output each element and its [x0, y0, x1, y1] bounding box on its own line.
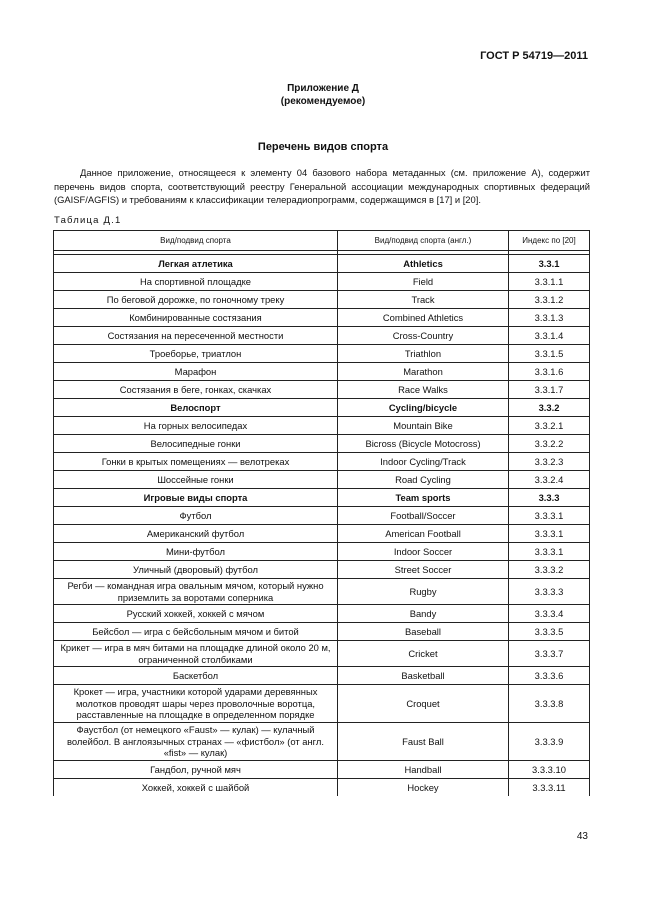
index-cell: 3.3.3.1 — [509, 525, 590, 543]
sport-ru-cell: По беговой дорожке, по гоночному треку — [54, 291, 338, 309]
sport-ru-cell: Марафон — [54, 363, 338, 381]
sport-en-cell: Mountain Bike — [338, 417, 509, 435]
sport-ru-cell: Мини-футбол — [54, 543, 338, 561]
section-title: Перечень видов спорта — [257, 141, 389, 153]
sport-ru-cell: Игровые виды спорта — [54, 489, 338, 507]
sport-en-cell: Team sports — [338, 489, 509, 507]
table-row — [54, 543, 590, 561]
index-cell: 3.3.3.8 — [509, 685, 590, 723]
sport-en-cell: Bandy — [338, 605, 509, 623]
sport-ru-cell: Американский футбол — [54, 525, 338, 543]
sport-en-cell: Marathon — [338, 363, 509, 381]
sport-en-cell: Combined Athletics — [338, 309, 509, 327]
index-cell: 3.3.1.2 — [509, 291, 590, 309]
sport-ru-cell: Шоссейные гонки — [54, 471, 338, 489]
index-cell: 3.3.3.9 — [509, 723, 590, 761]
sport-ru-cell: Уличный (дворовый) футбол — [54, 561, 338, 579]
table-header-row — [54, 231, 590, 251]
index-cell: 3.3.2.1 — [509, 417, 590, 435]
table-row — [54, 363, 590, 381]
table-row — [54, 525, 590, 543]
table-row — [54, 761, 590, 779]
index-cell: 3.3.3.7 — [509, 641, 590, 667]
sport-en-cell: Road Cycling — [338, 471, 509, 489]
sport-ru-cell: Футбол — [54, 507, 338, 525]
index-cell: 3.3.3.4 — [509, 605, 590, 623]
table-group-row — [54, 489, 590, 507]
index-cell: 3.3.2 — [509, 399, 590, 417]
table-row — [54, 309, 590, 327]
index-cell: 3.3.1.7 — [509, 381, 590, 399]
appendix-status: (рекомендуемое) — [280, 96, 366, 107]
sport-ru-cell: Комбинированные состязания — [54, 309, 338, 327]
index-cell: 3.3.1.4 — [509, 327, 590, 345]
sport-ru-cell: Состязания в беге, гонках, скачках — [54, 381, 338, 399]
sport-ru-cell: На горных велосипедах — [54, 417, 338, 435]
sport-en-cell: Cross-Country — [338, 327, 509, 345]
sport-ru-cell: Русский хоккей, хоккей с мячом — [54, 605, 338, 623]
index-cell: 3.3.3 — [509, 489, 590, 507]
table-row — [54, 641, 590, 667]
sport-en-cell: Hockey — [338, 779, 509, 797]
index-cell: 3.3.3.1 — [509, 543, 590, 561]
sport-ru-cell: Крикет — игра в мяч битами на площадке длиной около 20 м, ограниченной столбиками — [54, 641, 338, 667]
page-number: 43 — [576, 831, 588, 842]
sport-en-cell: Football/Soccer — [338, 507, 509, 525]
table-row — [54, 723, 590, 761]
sport-ru-cell: Крокет — игра, участники которой ударами деревянных молотков проводят шары через проволочные воротца, расставленные на площадке в определенном порядке — [54, 685, 338, 723]
table-row — [54, 561, 590, 579]
index-cell: 3.3.3.1 — [509, 507, 590, 525]
table-row — [54, 685, 590, 723]
header-sport-en: Вид/подвид спорта (англ.) — [338, 231, 509, 251]
sport-ru-cell: Регби — командная игра овальным мячом, который нужно приземлить за воротами соперника — [54, 579, 338, 605]
sport-ru-cell: Легкая атлетика — [54, 255, 338, 273]
sport-ru-cell: Гонки в крытых помещениях — велотреках — [54, 453, 338, 471]
sports-table — [53, 230, 590, 796]
table-row — [54, 417, 590, 435]
sport-en-cell: Indoor Soccer — [338, 543, 509, 561]
sport-en-cell: Athletics — [338, 255, 509, 273]
standard-number: ГОСТ Р 54719—2011 — [480, 50, 588, 62]
table-row — [54, 667, 590, 685]
sport-ru-cell: Состязания на пересеченной местности — [54, 327, 338, 345]
table-row — [54, 579, 590, 605]
table-row — [54, 779, 590, 797]
table-group-row — [54, 255, 590, 273]
index-cell: 3.3.1.3 — [509, 309, 590, 327]
index-cell: 3.3.3.11 — [509, 779, 590, 797]
sport-en-cell: Basketball — [338, 667, 509, 685]
index-cell: 3.3.2.2 — [509, 435, 590, 453]
appendix-heading — [0, 82, 646, 108]
sport-en-cell: Cycling/bicycle — [338, 399, 509, 417]
sport-en-cell: American Football — [338, 525, 509, 543]
table-row — [54, 327, 590, 345]
table-caption: Таблица Д.1 — [54, 215, 122, 226]
index-cell: 3.3.1 — [509, 255, 590, 273]
intro-paragraph: Данное приложение, относящееся к элементу 04 базового набора метаданных (см. приложение А), содержит перечень видов спорта, соответствующий реестру Генеральной ассоциации международных спортивных федераций (GAISF/AGFIS) и требованиям к классификации телерадиопрограмм, содержащимся в [17] и [20]. — [54, 167, 590, 205]
sport-en-cell: Croquet — [338, 685, 509, 723]
index-cell: 3.3.1.5 — [509, 345, 590, 363]
table-row — [54, 291, 590, 309]
sport-ru-cell: Фаустбол (от немецкого «Faust» — кулак) — кулачный волейбол. В англоязычных странах — «фистбол» (от англ. «fist» — кулак) — [54, 723, 338, 761]
index-cell: 3.3.2.4 — [509, 471, 590, 489]
table-row — [54, 605, 590, 623]
sport-en-cell: Track — [338, 291, 509, 309]
sport-ru-cell: Баскетбол — [54, 667, 338, 685]
index-cell: 3.3.1.1 — [509, 273, 590, 291]
sport-en-cell: Field — [338, 273, 509, 291]
table-row — [54, 435, 590, 453]
sport-ru-cell: Гандбол, ручной мяч — [54, 761, 338, 779]
sport-en-cell: Race Walks — [338, 381, 509, 399]
index-cell: 3.3.1.6 — [509, 363, 590, 381]
appendix-title: Приложение Д — [287, 83, 359, 94]
index-cell: 3.3.3.2 — [509, 561, 590, 579]
sport-ru-cell: Велоспорт — [54, 399, 338, 417]
sport-en-cell: Triathlon — [338, 345, 509, 363]
sport-ru-cell: Велосипедные гонки — [54, 435, 338, 453]
table-group-row — [54, 399, 590, 417]
sport-en-cell: Cricket — [338, 641, 509, 667]
table-row — [54, 381, 590, 399]
sport-ru-cell: На спортивной площадке — [54, 273, 338, 291]
table-row — [54, 453, 590, 471]
header-index: Индекс по [20] — [509, 231, 590, 251]
table-row — [54, 623, 590, 641]
sport-ru-cell: Троеборье, триатлон — [54, 345, 338, 363]
sport-en-cell: Indoor Cycling/Track — [338, 453, 509, 471]
sport-en-cell: Bicross (Bicycle Motocross) — [338, 435, 509, 453]
table-row — [54, 471, 590, 489]
sport-ru-cell: Бейсбол — игра с бейсбольным мячом и битой — [54, 623, 338, 641]
sport-en-cell: Baseball — [338, 623, 509, 641]
table-row — [54, 345, 590, 363]
header-sport-ru: Вид/подвид спорта — [54, 231, 338, 251]
sport-en-cell: Faust Ball — [338, 723, 509, 761]
table-row — [54, 273, 590, 291]
index-cell: 3.3.3.6 — [509, 667, 590, 685]
index-cell: 3.3.3.5 — [509, 623, 590, 641]
sport-en-cell: Handball — [338, 761, 509, 779]
sport-en-cell: Street Soccer — [338, 561, 509, 579]
table-body — [54, 251, 590, 797]
index-cell: 3.3.3.3 — [509, 579, 590, 605]
sport-ru-cell: Хоккей, хоккей с шайбой — [54, 779, 338, 797]
index-cell: 3.3.2.3 — [509, 453, 590, 471]
table-row — [54, 507, 590, 525]
index-cell: 3.3.3.10 — [509, 761, 590, 779]
sport-en-cell: Rugby — [338, 579, 509, 605]
